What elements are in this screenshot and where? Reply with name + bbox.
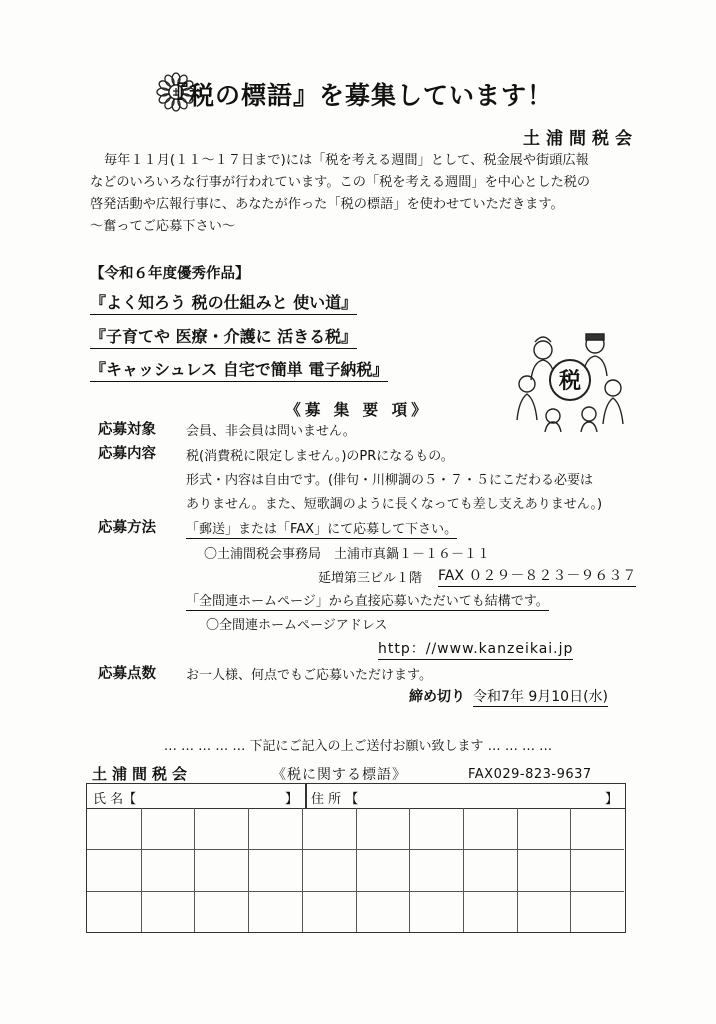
form-title: 《税に関する標語》 [272,767,407,783]
form-organization: 土浦間税会 [92,765,193,783]
count-text: お一人様、何点でもご応募いただけます。 [186,668,432,683]
address-close: 】 [605,792,619,807]
intro-paragraph [90,150,672,238]
organization-name: 土浦間税会 [523,129,638,149]
form-name-address-row [87,784,625,809]
method-label: 応募方法 [98,520,156,536]
deadline-value: 令和7年 9月10日(水) [472,689,608,705]
name-label: 氏 名【 [93,792,137,807]
deadline-label: 締め切り [408,689,465,705]
svg-text:税: 税 [558,369,582,394]
office-address: 〇土浦間税会事務局 土浦市真鍋１－１６－１１ [204,547,491,562]
awards-heading: 【令和６年度優秀作品】 [90,266,250,282]
count-label: 応募点数 [98,666,156,682]
intro-line: ～奮ってご応募下さい～ [90,219,236,234]
method-text: 「郵送」または「FAX」にて応募して下さい。 [186,518,457,539]
office-fax: FAX ０２９－８２３－９６３７ [438,565,636,587]
web-address-label: 〇全間連ホームページアドレス [206,618,388,633]
office-building: 延増第三ビル１階 [318,571,423,586]
content-line: ありません。また、短歌調のように長くなっても差し支えありません。) [186,497,603,512]
content-line: 税(消費税に限定しません。)のPRになるもの。 [186,449,454,464]
intro-line: 毎年１１月(１１～１７日まで)には「税を考える週間」として、税金展や街頭広報 [104,153,589,168]
slogan-grid[interactable] [87,808,625,932]
page-title: 『税の標語』を募集しています！ [162,81,553,110]
grid-column-line [356,808,357,932]
name-close: 】 [285,792,299,807]
entry-form [86,783,626,933]
grid-column-line [141,808,142,932]
grid-column-line [248,808,249,932]
target-text: 会員、非会員は問いません。 [186,424,356,439]
form-fax: FAX029-823-9637 [468,767,592,782]
award-item: 『よく知ろう 税の仕組みと 使い道』 [90,290,357,315]
content-label: 応募内容 [98,446,156,462]
award-item: 『キャッシュレス 自宅で簡単 電子納税』 [90,357,388,382]
address-label: 住 所 【 [311,792,359,807]
intro-line: などのいろいろな行事が行われています。この「税を考える週間」を中心とした税の [90,175,591,190]
grid-column-line [570,808,571,932]
intro-line: 啓発活動や広報行事に、あなたが作った「税の標語」を使わせていただきます。 [90,197,564,212]
grid-column-line [302,808,303,932]
guidelines-heading: 《募 集 要 項》 [285,401,431,419]
web-line: 「全間連ホームページ」から直接応募いただいても結構です。 [186,590,549,611]
deadline [409,686,608,706]
grid-column-line [463,808,464,932]
grid-column-line [194,808,195,932]
grid-column-line [517,808,518,932]
web-url-link[interactable]: http：//www.kanzeikai.jp [378,638,573,660]
grid-row-line [87,891,624,892]
target-label: 応募対象 [98,422,156,438]
grid-column-line [409,808,410,932]
form-instruction: … … … … … 下記にご記入の上ご送付お願い致します … … … … [163,739,553,754]
award-item: 『子育てや 医療・介護に 活きる税』 [90,324,357,349]
content-line: 形式・内容は自由です。(俳句・川柳調の５・７・５にこだわる必要は [186,473,594,488]
grid-row-line [87,849,624,850]
